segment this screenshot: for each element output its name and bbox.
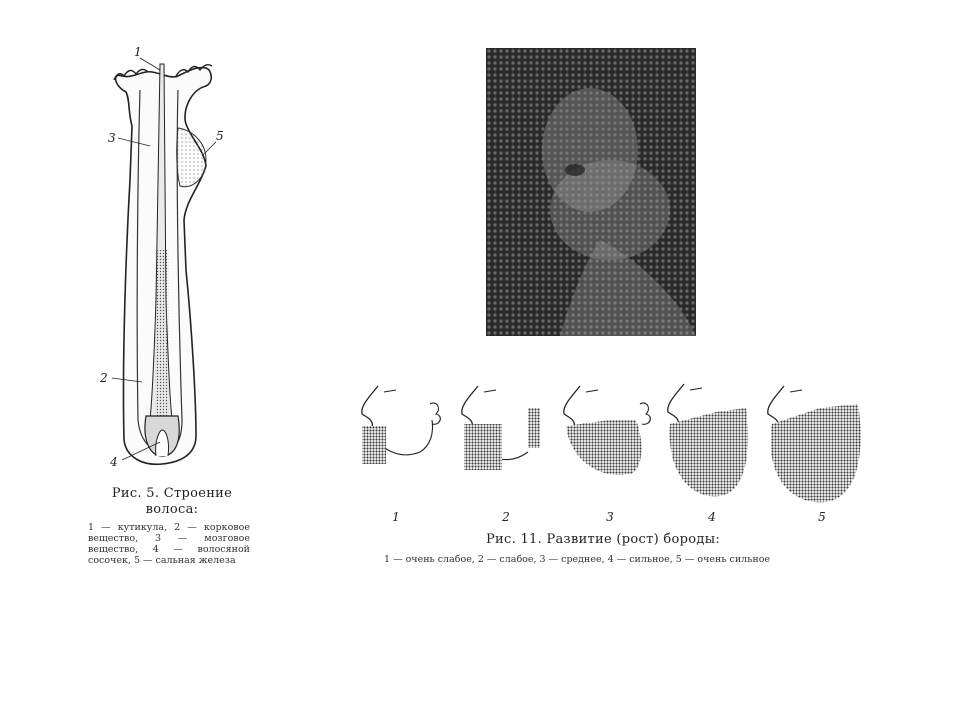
medulla <box>155 250 169 420</box>
beard-number-1: 1 <box>392 510 400 524</box>
beard-number-2: 2 <box>502 510 510 524</box>
label-5: 5 <box>216 129 224 143</box>
figure11-legend: 1 — очень слабое, 2 — слабое, 3 — среднее, 4 — сильное, 5 — очень сильное <box>384 554 771 565</box>
figure11-caption-title: Рис. 11. Развитие (рост) бороды: <box>486 532 721 547</box>
beard-stages <box>362 384 861 502</box>
label-4: 4 <box>110 455 118 469</box>
beard-number-3: 3 <box>606 510 614 524</box>
figure5-caption-line: 3 — мозговое вещество, 4 — волосяной сосочек, 5 — сальная железа <box>88 533 250 566</box>
beard-number-4: 4 <box>708 510 716 524</box>
beard-stage-1 <box>362 386 441 464</box>
portrait-photo <box>486 48 696 336</box>
beard-number-5: 5 <box>818 510 826 524</box>
figure5-caption-title: Рис. 5. Строение волоса: <box>111 486 233 517</box>
label-2: 2 <box>100 371 108 385</box>
beard-stage-5 <box>768 386 861 502</box>
figure5-caption-line: 1 — кутикула, 2 — корковое вещество, <box>88 522 250 544</box>
label-1: 1 <box>134 45 142 59</box>
beard-stage-4 <box>668 384 748 496</box>
figure5-caption-body <box>88 522 250 566</box>
beard-stage-3 <box>564 386 651 475</box>
label-3: 3 <box>108 131 116 145</box>
beard-stage-2 <box>462 386 540 470</box>
